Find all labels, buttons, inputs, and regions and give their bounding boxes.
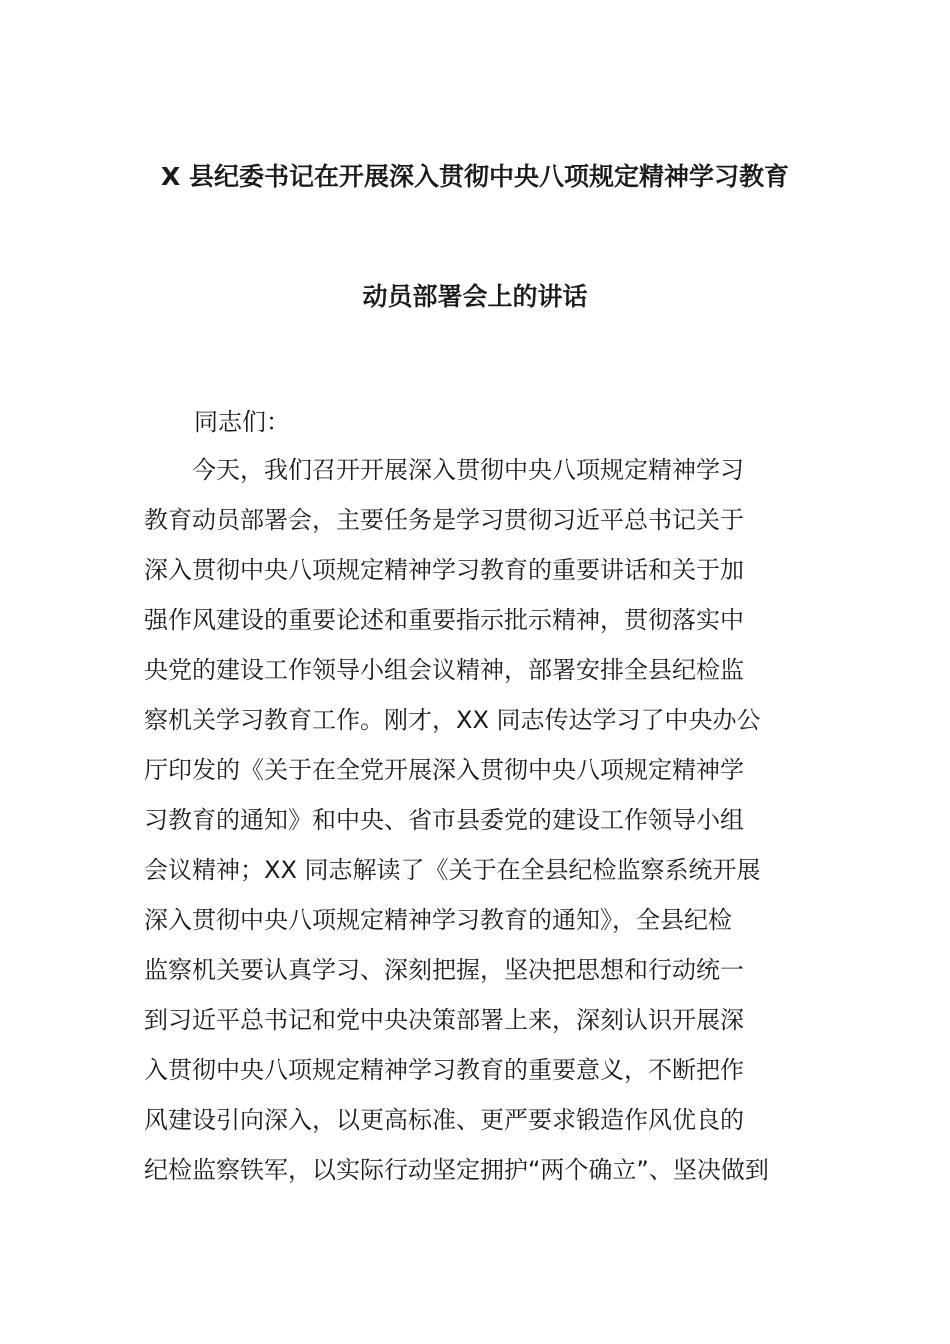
paragraph-line: 教育动员部署会，主要任务是学习贯彻习近平总书记关于 bbox=[144, 506, 744, 534]
paragraph-line: 察机关学习教育工作。刚才，XX 同志传达学习了中央办公 bbox=[144, 706, 761, 734]
paragraph-line: 央党的建设工作领导小组会议精神，部署安排全县纪检监 bbox=[144, 656, 744, 684]
paragraph-line: 入贯彻中央八项规定精神学习教育的重要意义，不断把作 bbox=[144, 1056, 744, 1084]
paragraph-line: 深入贯彻中央八项规定精神学习教育的重要讲话和关于加 bbox=[144, 556, 744, 584]
paragraph-line: 风建设引向深入，以更高标准、更严要求锻造作风优良的 bbox=[144, 1106, 744, 1134]
paragraph-line: 今天，我们召开开展深入贯彻中央八项规定精神学习 bbox=[144, 456, 744, 484]
paragraph-line: 习教育的通知》和中央、省市县委党的建设工作领导小组 bbox=[144, 806, 744, 834]
document-title-line-1: X 县纪委书记在开展深入贯彻中央八项规定精神学习教育 bbox=[161, 162, 789, 191]
document-title-line-2: 动员部署会上的讲话 bbox=[362, 282, 588, 311]
paragraph-line: 深入贯彻中央八项规定精神学习教育的通知》，全县纪检 bbox=[144, 906, 732, 934]
greeting: 同志们： bbox=[194, 408, 290, 436]
paragraph-line: 会议精神；XX 同志解读了《关于在全县纪检监察系统开展 bbox=[144, 856, 761, 884]
paragraph-line: 厅印发的《关于在全党开展深入贯彻中央八项规定精神学 bbox=[144, 756, 744, 784]
paragraph-line: 纪检监察铁军，以实际行动坚定拥护“两个确立”、坚决做到 bbox=[144, 1156, 769, 1184]
paragraph-line: 强作风建设的重要论述和重要指示批示精神，贯彻落实中 bbox=[144, 606, 744, 634]
paragraph-line: 到习近平总书记和党中央决策部署上来，深刻认识开展深 bbox=[144, 1006, 744, 1034]
paragraph-line: 监察机关要认真学习、深刻把握，坚决把思想和行动统一 bbox=[144, 956, 744, 984]
